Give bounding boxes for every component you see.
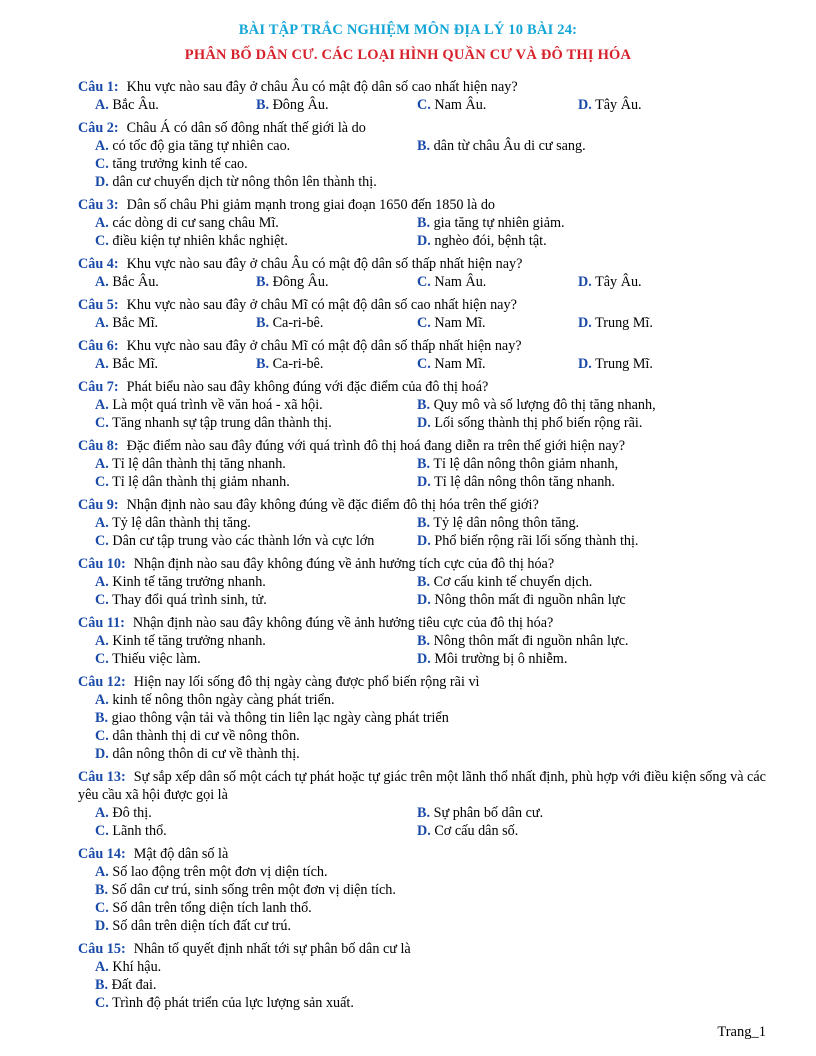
answer-option [417,96,578,114]
question-8 [78,437,768,491]
answer-options-row [78,632,768,650]
option-text: Nông thôn mất đi nguồn nhân lực [434,592,626,608]
option-letter: A. [95,356,109,372]
answer-option [95,573,417,591]
answer-option [256,96,417,114]
option-text: Thiếu việc làm. [112,651,201,667]
answer-option [417,355,578,373]
question-text: Khu vực nào sau đây ở châu Âu có mật độ dân số thấp nhất hiện nay? [126,256,523,272]
option-letter: B. [417,215,431,231]
question-number: Câu 4: [78,256,119,272]
option-letter: C. [417,315,431,331]
option-text: nghèo đói, bệnh tật. [434,233,547,249]
answer-option [95,273,256,291]
answer-options-row [78,958,768,976]
option-letter: D. [578,97,592,113]
option-text: Lãnh thổ. [112,823,167,839]
answer-options-row [78,232,768,250]
question-number: Câu 5: [78,297,119,313]
question-text: Nhận định nào sau đây không đúng về ảnh hưởng tích cực của đô thị hóa? [133,556,555,572]
option-text: Số dân cư trú, sinh sống trên một đơn vị diện tích. [111,882,396,898]
option-letter: A. [95,274,109,290]
answer-option [95,650,417,668]
question-12 [78,673,768,763]
option-letter: A. [95,397,109,413]
answer-option [417,573,739,591]
option-letter: D. [417,651,431,667]
answer-option [95,745,735,763]
answer-options-row [78,745,768,763]
question-7 [78,378,768,432]
option-letter: C. [417,274,431,290]
answer-option [95,709,735,727]
option-text: dân cư chuyển dịch từ nông thôn lên thành thị. [112,174,377,190]
option-letter: B. [95,882,109,898]
answer-option [95,822,417,840]
question-number: Câu 8: [78,438,119,454]
question-1 [78,78,768,114]
option-letter: D. [417,533,431,549]
option-text: Tỷ lệ dân thành thị tăng. [112,515,251,531]
option-text: điều kiện tự nhiên khắc nghiệt. [112,233,288,249]
option-text: Ca-ri-bê. [272,315,324,331]
option-letter: B. [417,805,431,821]
answer-options-row [78,591,768,609]
answer-options-row [78,273,768,291]
option-letter: D. [95,918,109,934]
option-letter: C. [95,995,109,1011]
option-text: Tăng nhanh sự tập trung dân thành thị. [112,415,332,431]
option-text: Quy mô và số lượng đô thị tăng nhanh, [433,397,656,413]
option-letter: D. [578,315,592,331]
question-text: Nhân tố quyết định nhất tới sự phân bố dân cư là [133,941,411,957]
option-letter: C. [95,823,109,839]
answer-options-row [78,514,768,532]
option-text: dân thành thị di cư về nông thôn. [112,728,300,744]
answer-option [95,591,417,609]
question-number: Câu 9: [78,497,119,513]
option-letter: D. [417,823,431,839]
option-letter: A. [95,692,109,708]
question-text: Châu Á có dân số đông nhất thế giới là do [126,120,366,136]
answer-option [95,455,417,473]
question-text: Khu vực nào sau đây ở châu Mĩ có mật độ dân số cao nhất hiện nay? [126,297,517,313]
answer-option [95,314,256,332]
option-text: Tỉ lệ dân thành thị tăng nhanh. [112,456,286,472]
question-number: Câu 3: [78,197,119,213]
answer-options-row [78,899,768,917]
answer-option [417,822,739,840]
answer-option [95,727,735,745]
option-text: Đông Âu. [272,274,329,290]
option-letter: B. [417,456,431,472]
answer-option [578,314,739,332]
answer-options-row [78,822,768,840]
question-stem [78,119,768,137]
option-letter: A. [95,456,109,472]
answer-options-row [78,314,768,332]
option-letter: B. [95,710,109,726]
question-11 [78,614,768,668]
option-letter: C. [95,651,109,667]
answer-option [95,958,735,976]
answer-option [256,355,417,373]
option-letter: B. [417,397,431,413]
answer-option [95,96,256,114]
answer-option [417,137,739,155]
answer-option [417,591,739,609]
option-text: các dòng di cư sang châu Mĩ. [112,215,279,231]
option-text: Tỷ lệ dân nông thôn tăng. [433,515,580,531]
option-text: Bắc Mĩ. [112,315,159,331]
answer-options-row [78,155,768,173]
option-letter: B. [417,515,431,531]
option-letter: A. [95,805,109,821]
answer-option [417,232,739,250]
option-text: Môi trường bị ô nhiễm. [434,651,568,667]
option-text: Bắc Âu. [112,274,159,290]
option-text: Nông thôn mất đi nguồn nhân lực. [433,633,629,649]
option-letter: C. [417,356,431,372]
option-text: Thay đổi quá trình sinh, tử. [112,592,267,608]
option-letter: C. [95,533,109,549]
answer-options-row [78,455,768,473]
option-text: Lối sống thành thị phổ biến rộng rãi. [434,415,643,431]
option-letter: A. [95,515,109,531]
answer-options-row [78,214,768,232]
option-letter: A. [95,97,109,113]
question-number: Câu 2: [78,120,119,136]
answer-option [417,514,739,532]
option-letter: A. [95,215,109,231]
answer-option [95,976,735,994]
answer-options-row [78,881,768,899]
option-letter: C. [95,900,109,916]
question-number: Câu 13: [78,769,126,785]
option-text: Dân cư tập trung vào các thành lớn và cực lớn [112,533,375,549]
answer-option [417,473,739,491]
answer-option [95,355,256,373]
answer-options-row [78,532,768,550]
question-stem [78,555,768,573]
answer-options-row [78,804,768,822]
option-letter: D. [578,356,592,372]
option-text: Đông Âu. [272,97,329,113]
answer-options-row [78,355,768,373]
answer-option [417,455,739,473]
answer-option [95,414,417,432]
answer-option [95,155,735,173]
answer-options-row [78,137,768,155]
answer-option [95,632,417,650]
option-text: Ca-ri-bê. [272,356,324,372]
option-text: Sự phân bố dân cư. [433,805,544,821]
option-letter: D. [417,474,431,490]
option-text: Nam Âu. [434,274,487,290]
option-letter: B. [256,315,270,331]
answer-option [95,804,417,822]
answer-option [95,863,735,881]
option-letter: C. [95,728,109,744]
question-stem [78,378,768,396]
option-text: Trình độ phát triển của lực lượng sản xuất. [112,995,354,1011]
option-text: Kinh tế tăng trưởng nhanh. [112,574,266,590]
question-text: Khu vực nào sau đây ở châu Âu có mật độ dân số cao nhất hiện nay? [126,79,518,95]
question-stem [78,496,768,514]
question-number: Câu 14: [78,846,126,862]
answer-options-row [78,994,768,1012]
option-letter: A. [95,864,109,880]
question-stem [78,614,768,632]
question-stem [78,845,768,863]
option-text: Số dân trên tổng diện tích lanh thổ. [112,900,312,916]
answer-options-row [78,976,768,994]
answer-options-row [78,727,768,745]
option-letter: A. [95,959,109,975]
option-text: giao thông vận tải và thông tin liên lạc ngày càng phát triển [111,710,449,726]
answer-option [417,804,739,822]
option-text: tăng trưởng kinh tế cao. [112,156,248,172]
option-letter: C. [95,415,109,431]
answer-option [417,650,739,668]
question-number: Câu 15: [78,941,126,957]
option-text: Tây Âu. [595,97,642,113]
question-stem [78,437,768,455]
answer-option [417,632,739,650]
question-stem [78,768,768,804]
question-text: Mật độ dân số là [133,846,229,862]
option-text: Bắc Mĩ. [112,356,159,372]
option-letter: B. [95,977,109,993]
question-text: Sự sắp xếp dân số một cách tự phát hoặc tự giác trên một lãnh thổ nhất định, phù hợp với điều kiện sống và các yêu cầu xã hội được gọi là [78,769,766,803]
option-text: Tỉ lệ dân nông thôn giảm nhanh, [433,456,619,472]
answer-option [417,314,578,332]
option-letter: B. [417,633,431,649]
answer-option [417,532,739,550]
answer-option [95,917,735,935]
answer-options-row [78,573,768,591]
document-title-line1: BÀI TẬP TRẮC NGHIỆM MÔN ĐỊA LÝ 10 BÀI 24: [238,22,578,38]
question-14 [78,845,768,935]
answer-options-row [78,414,768,432]
option-letter: C. [417,97,431,113]
option-text: Là một quá trình về văn hoá - xã hội. [112,397,323,413]
answer-options-row [78,709,768,727]
question-number: Câu 12: [78,674,126,690]
question-stem [78,940,768,958]
question-10 [78,555,768,609]
option-text: Cơ cấu dân số. [434,823,519,839]
option-letter: A. [95,574,109,590]
answer-option [95,514,417,532]
question-5 [78,296,768,332]
option-text: Cơ cấu kinh tế chuyển dịch. [433,574,593,590]
question-text: Khu vực nào sau đây ở châu Mĩ có mật độ dân số thấp nhất hiện nay? [126,338,522,354]
option-text: có tốc độ gia tăng tự nhiên cao. [112,138,291,154]
answer-option [578,355,739,373]
question-stem [78,78,768,96]
option-text: Bắc Âu. [112,97,159,113]
option-text: Nam Mĩ. [434,315,486,331]
option-text: Số lao động trên một đơn vị diện tích. [112,864,328,880]
option-text: gia tăng tự nhiên giảm. [433,215,565,231]
option-letter: D. [95,746,109,762]
option-text: Tỉ lệ dân thành thị giảm nhanh. [112,474,290,490]
answer-options-row [78,917,768,935]
option-text: dân từ châu Âu di cư sang. [433,138,586,154]
option-text: Đô thị. [112,805,152,821]
question-text: Phát biểu nào sau đây không đúng với đặc điểm của đô thị hoá? [126,379,489,395]
answer-option [95,532,417,550]
answer-option [95,691,735,709]
answer-option [95,214,417,232]
option-text: Tỉ lệ dân nông thôn tăng nhanh. [434,474,615,490]
answer-option [95,881,735,899]
document-title-line2: PHÂN BỐ DÂN CƯ. CÁC LOẠI HÌNH QUẦN CƯ VÀ ĐÔ THỊ HÓA [184,47,632,63]
option-letter: D. [95,174,109,190]
question-text: Hiện nay lối sống đô thị ngày càng được phổ biến rộng rãi vì [133,674,480,690]
answer-option [95,899,735,917]
answer-options-row [78,173,768,191]
option-letter: C. [95,592,109,608]
answer-option [95,396,417,414]
option-letter: B. [417,574,431,590]
option-text: Kinh tế tăng trưởng nhanh. [112,633,266,649]
answer-options-row [78,96,768,114]
question-4 [78,255,768,291]
answer-option [95,994,735,1012]
option-text: Đất đai. [111,977,157,993]
option-text: Khí hậu. [112,959,162,975]
questions-list [78,78,768,1017]
answer-option [95,473,417,491]
answer-option [417,273,578,291]
question-stem [78,255,768,273]
answer-options-row [78,473,768,491]
answer-option [95,173,735,191]
option-text: Nam Mĩ. [434,356,486,372]
question-9 [78,496,768,550]
question-text: Đặc điểm nào sau đây đúng với quá trình đô thị hoá đang diễn ra trên thế giới hiện nay? [126,438,626,454]
answer-options-row [78,396,768,414]
option-letter: D. [417,415,431,431]
option-text: Phổ biến rộng rãi lối sống thành thị. [434,533,639,549]
answer-option [417,414,739,432]
question-15 [78,940,768,1012]
answer-options-row [78,691,768,709]
option-text: kinh tế nông thôn ngày càng phát triển. [112,692,335,708]
option-text: Trung Mĩ. [595,356,653,372]
question-number: Câu 1: [78,79,119,95]
answer-option [95,232,417,250]
question-number: Câu 6: [78,338,119,354]
question-stem [78,673,768,691]
answer-options-row [78,863,768,881]
answer-option [256,314,417,332]
option-letter: B. [256,274,270,290]
option-letter: A. [95,633,109,649]
answer-option [95,137,417,155]
answer-option [256,273,417,291]
option-letter: C. [95,233,109,249]
option-letter: A. [95,138,109,154]
answer-option [417,214,739,232]
option-text: Nam Âu. [434,97,487,113]
answer-options-row [78,650,768,668]
option-letter: B. [256,97,270,113]
answer-option [578,273,739,291]
answer-option [578,96,739,114]
question-number: Câu 7: [78,379,119,395]
option-letter: B. [417,138,431,154]
question-6 [78,337,768,373]
option-letter: B. [256,356,270,372]
question-3 [78,196,768,250]
option-letter: C. [95,156,109,172]
question-text: Nhận định nào sau đây không đúng về ảnh hưởng tiêu cực của đô thị hóa? [132,615,554,631]
option-letter: C. [95,474,109,490]
question-stem [78,196,768,214]
question-stem [78,296,768,314]
option-text: Trung Mĩ. [595,315,653,331]
option-text: Số dân trên diện tích đất cư trú. [112,918,292,934]
option-text: Tây Âu. [595,274,642,290]
option-text: dân nông thôn di cư về thành thị. [112,746,300,762]
question-text: Dân số châu Phi giảm mạnh trong giai đoạn 1650 đến 1850 là do [126,197,496,213]
question-stem [78,337,768,355]
answer-option [417,396,739,414]
option-letter: A. [95,315,109,331]
question-text: Nhận định nào sau đây không đúng về đặc điểm đô thị hóa trên thế giới? [126,497,539,513]
question-13 [78,768,768,840]
question-number: Câu 10: [78,556,126,572]
question-2 [78,119,768,191]
option-letter: D. [417,592,431,608]
option-letter: D. [417,233,431,249]
question-number: Câu 11: [78,615,125,631]
option-letter: D. [578,274,592,290]
page-number: Trang_1 [717,1024,766,1040]
